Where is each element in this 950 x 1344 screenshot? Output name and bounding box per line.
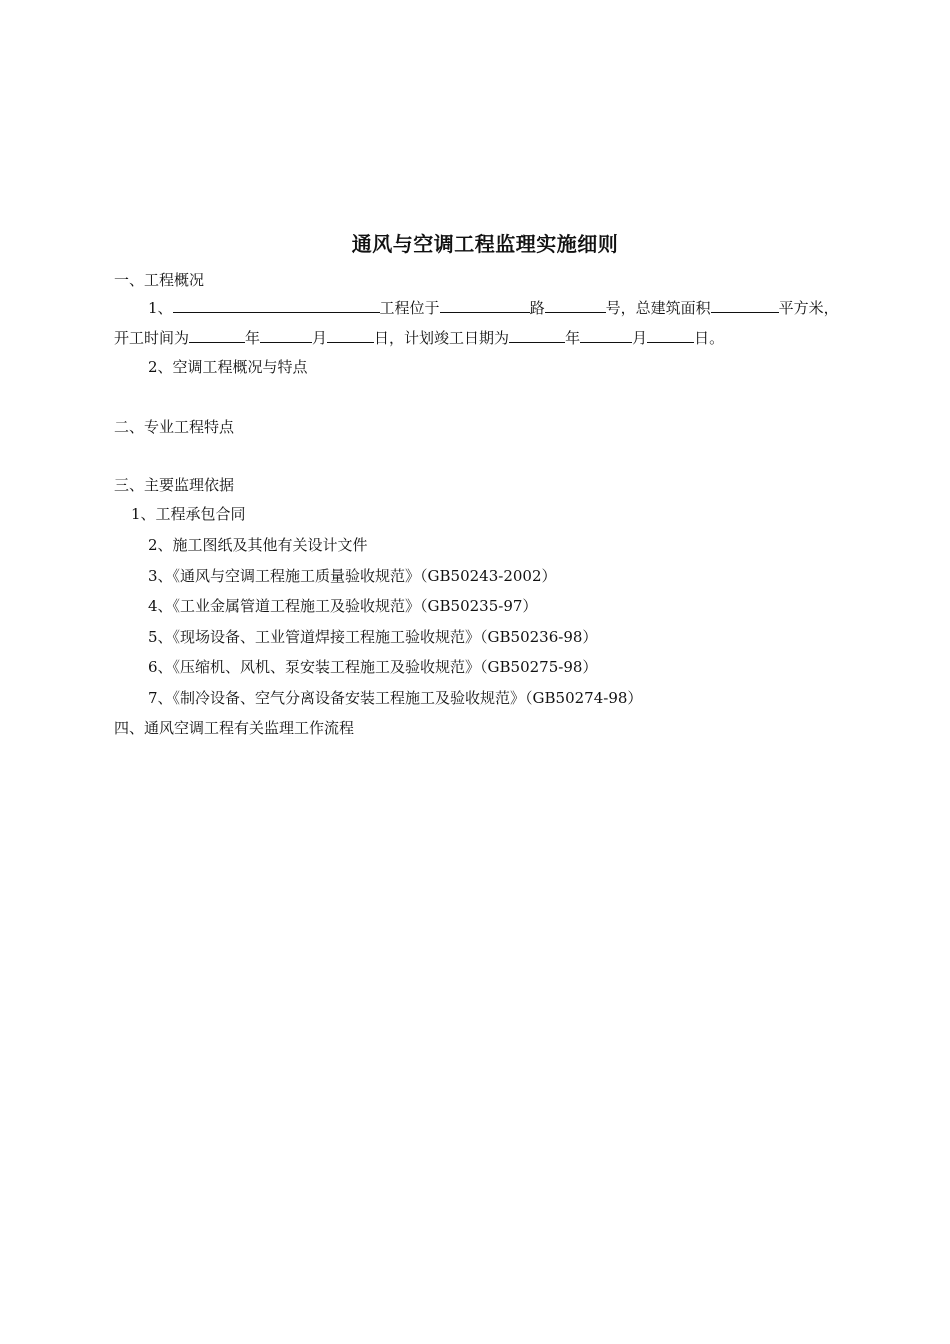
text-month-2: 月 [632,329,648,347]
start-year-blank [189,327,245,343]
text-year-2: 年 [565,329,581,347]
text-unit: 平方米， [778,299,839,317]
text-day-2: 日。 [694,329,725,347]
item-number: 1、 [148,299,173,317]
text-area: 号，总建筑面积 [605,299,711,317]
end-year-blank [509,327,565,343]
basis-item-2: 2、施工图纸及其他有关设计文件 [148,536,368,554]
section-1-item-2: 2、空调工程概况与特点 [148,358,308,376]
area-blank [711,297,779,313]
text-month: 月 [312,329,328,347]
project-info-line-2 [114,327,724,349]
text-year: 年 [245,329,261,347]
section-1-heading: 一、工程概况 [114,271,205,289]
basis-item-3: 3、《通风与空调工程施工质量验收规范》（GB50243-2002） [148,567,557,585]
project-info-line-1 [148,297,839,319]
basis-item-5: 5、《现场设备、工业管道焊接工程施工验收规范》（GB50236-98） [148,628,598,646]
end-day-blank [647,327,694,343]
section-4-heading: 四、通风空调工程有关监理工作流程 [114,719,355,737]
road-blank [440,297,530,313]
section-3-heading: 三、主要监理依据 [114,476,235,494]
end-month-blank [580,327,632,343]
text-end: 日，计划竣工日期为 [374,329,510,347]
text-road: 路 [529,299,545,317]
basis-item-4: 4、《工业金属管道工程施工及验收规范》（GB50235-97） [148,597,538,615]
text-location: 工程位于 [379,299,440,317]
section-2-heading: 二、专业工程特点 [114,418,235,436]
start-month-blank [260,327,312,343]
document-title: 通风与空调工程监理实施细则 [351,232,619,256]
start-day-blank [327,327,374,343]
project-name-blank [173,297,380,313]
text-start: 开工时间为 [114,329,190,347]
number-blank [545,297,606,313]
basis-item-1: 1、工程承包合同 [131,505,246,523]
basis-item-7: 7、《制冷设备、空气分离设备安装工程施工及验收规范》（GB50274-98） [148,689,643,707]
basis-item-6: 6、《压缩机、风机、泵安装工程施工及验收规范》（GB50275-98） [148,658,598,676]
